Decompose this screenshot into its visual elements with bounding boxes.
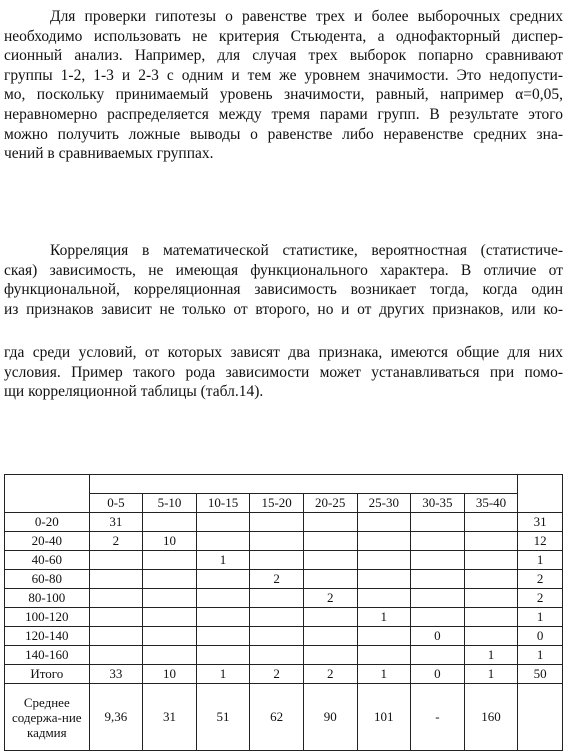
- row-total: 0: [518, 627, 563, 646]
- table-row: [5, 551, 563, 570]
- table-cell: [250, 532, 304, 551]
- table-cell: [143, 608, 197, 627]
- table-cell: 2: [303, 589, 357, 608]
- table-cell: [411, 646, 465, 665]
- text-line: необходимо использовать не критерия Стьюдента, а однофакторный диспер-: [4, 27, 563, 45]
- table-cell: [196, 627, 250, 646]
- table-cell: [89, 608, 143, 627]
- table-cell: [464, 532, 518, 551]
- table-cell: 33: [89, 665, 143, 684]
- row-total: 2: [518, 570, 563, 589]
- table-cell: [196, 532, 250, 551]
- row-total: 1: [518, 551, 563, 570]
- table-cell: 2: [303, 665, 357, 684]
- table-cell: [250, 627, 304, 646]
- text-line: сионный анализ. Например, для случая трех выборок попарно сравнивают: [4, 47, 563, 65]
- table-cell: [464, 608, 518, 627]
- table-cell: 10: [143, 532, 197, 551]
- zinc-range-header-row: [5, 494, 563, 513]
- table-row: [5, 646, 563, 665]
- table-cell: [411, 532, 465, 551]
- row-total: 50: [518, 665, 563, 684]
- table-cell: 101: [357, 684, 411, 751]
- table-cell: [357, 570, 411, 589]
- table-cell: 1: [357, 665, 411, 684]
- text-line: можно получить ложные выводы о равенстве либо неравенстве средних зна-: [4, 125, 563, 143]
- table-cell: 2: [89, 532, 143, 551]
- table-cell: [89, 570, 143, 589]
- table-cell: [89, 551, 143, 570]
- table-cell: [464, 627, 518, 646]
- table-row: [5, 570, 563, 589]
- text-line: Корреляция в математической статистике, вероятностная (статистиче-: [50, 242, 563, 259]
- table-cell: 2: [250, 570, 304, 589]
- row-label: 20-40: [5, 532, 90, 551]
- table-cell: [411, 589, 465, 608]
- row-total: [518, 684, 563, 751]
- table-cell: [143, 570, 197, 589]
- table-body: [5, 513, 563, 751]
- row-total: 2: [518, 589, 563, 608]
- table-cell: [411, 570, 465, 589]
- text-line: неравномерно распределяется между тремя парами групп. В результате этого: [4, 105, 563, 123]
- table-cell: [143, 589, 197, 608]
- corner-header: [5, 475, 90, 513]
- row-label: 100-120: [5, 608, 90, 627]
- zinc-range-header: 30-35: [411, 494, 465, 513]
- row-total: 31: [518, 513, 563, 532]
- text-line: условия. Пример такого рода зависимости может устанавливаться при помо-: [4, 363, 563, 381]
- table-cell: 1: [196, 551, 250, 570]
- text-line: из признаков зависит не только от второго, но и от других признаков, или ко-: [4, 300, 563, 318]
- table-cell: [250, 608, 304, 627]
- row-label: 60-80: [5, 570, 90, 589]
- table-cell: [303, 570, 357, 589]
- table-cell: [303, 513, 357, 532]
- total-column-header: [518, 475, 563, 513]
- table-cell: [143, 513, 197, 532]
- table-cell: [89, 589, 143, 608]
- table-cell: 1: [196, 665, 250, 684]
- text-line: чений в сравниваемых группах.: [4, 145, 214, 163]
- row-total: 1: [518, 646, 563, 665]
- correlation-table: [4, 474, 563, 751]
- table-cell: [89, 627, 143, 646]
- table-cell: [196, 513, 250, 532]
- table-cell: 31: [143, 684, 197, 751]
- table-cell: [89, 646, 143, 665]
- zinc-range-header: 15-20: [250, 494, 304, 513]
- row-total: 12: [518, 532, 563, 551]
- table-cell: [250, 646, 304, 665]
- table-cell: [464, 570, 518, 589]
- zinc-range-header: 25-30: [357, 494, 411, 513]
- zinc-range-header: 5-10: [143, 494, 197, 513]
- table-row: [5, 627, 563, 646]
- table-cell: [303, 551, 357, 570]
- zinc-range-header: 20-25: [303, 494, 357, 513]
- table-cell: [411, 608, 465, 627]
- text-line: ская) зависимость, не имеющая функционального характера. В отличие от: [4, 261, 563, 279]
- row-label: Итого: [5, 665, 90, 684]
- table-cell: 10: [143, 665, 197, 684]
- table-cell: [303, 627, 357, 646]
- table-cell: 62: [250, 684, 304, 751]
- table-cell: [464, 551, 518, 570]
- row-label: 120-140: [5, 627, 90, 646]
- table-cell: 1: [464, 665, 518, 684]
- table-cell: [464, 589, 518, 608]
- mean-row: [5, 684, 563, 751]
- table-row: [5, 513, 563, 532]
- zinc-range-header: 0-5: [89, 494, 143, 513]
- table-cell: 90: [303, 684, 357, 751]
- table-row: [5, 532, 563, 551]
- table-cell: 31: [89, 513, 143, 532]
- text-line: мо, поскольку принимаемый уровень значимости, равный, например α=0,05,: [4, 86, 563, 104]
- zinc-group-header: [89, 475, 518, 494]
- table-cell: [250, 589, 304, 608]
- table-cell: 0: [411, 665, 465, 684]
- table-cell: 1: [357, 608, 411, 627]
- text-line: щи корреляционной таблицы (табл.14).: [4, 383, 264, 401]
- row-label: 0-20: [5, 513, 90, 532]
- table-cell: 1: [464, 646, 518, 665]
- table-cell: [250, 513, 304, 532]
- table-cell: [357, 513, 411, 532]
- table-cell: [196, 646, 250, 665]
- table-cell: [357, 589, 411, 608]
- table-row: [5, 608, 563, 627]
- paragraph-correlation: [4, 241, 563, 319]
- table-cell: [411, 513, 465, 532]
- table-cell: [196, 589, 250, 608]
- table-cell: [303, 608, 357, 627]
- row-label: Среднее содержа-ние кадмия: [5, 684, 90, 751]
- table-header-row: [5, 475, 563, 494]
- total-row: [5, 665, 563, 684]
- text-line: гда среди условий, от которых зависят два признака, имеются общие для них: [4, 344, 563, 361]
- table-row: [5, 589, 563, 608]
- table-cell: [196, 608, 250, 627]
- table-cell: [357, 646, 411, 665]
- table-cell: [143, 551, 197, 570]
- table-cell: -: [411, 684, 465, 751]
- table-cell: [143, 627, 197, 646]
- zinc-range-header: 35-40: [464, 494, 518, 513]
- table-cell: [357, 551, 411, 570]
- table-cell: [303, 532, 357, 551]
- text-line: функциональной, корреляционная зависимость возникает тогда, когда один: [4, 281, 563, 299]
- row-label: 40-60: [5, 551, 90, 570]
- table-cell: [143, 646, 197, 665]
- paragraph-correlation-continued: [4, 343, 563, 402]
- table-cell: [303, 646, 357, 665]
- text-line: Для проверки гипотезы о равенстве трех и более выборочных средних: [50, 8, 563, 25]
- paragraph-hypothesis: [4, 7, 563, 164]
- table-cell: [357, 627, 411, 646]
- table-cell: 9,36: [89, 684, 143, 751]
- row-total: 1: [518, 608, 563, 627]
- table-cell: 160: [464, 684, 518, 751]
- text-line: группы 1-2, 1-3 и 2-3 с одним и тем же уровнем значимости. Это недопусти-: [4, 66, 563, 84]
- table-cell: [250, 551, 304, 570]
- table-cell: [464, 513, 518, 532]
- row-label: 140-160: [5, 646, 90, 665]
- table-cell: 0: [411, 627, 465, 646]
- row-label: 80-100: [5, 589, 90, 608]
- table-cell: [411, 551, 465, 570]
- table-cell: 51: [196, 684, 250, 751]
- table-cell: [196, 570, 250, 589]
- table-cell: [357, 532, 411, 551]
- table-cell: 2: [250, 665, 304, 684]
- zinc-range-header: 10-15: [196, 494, 250, 513]
